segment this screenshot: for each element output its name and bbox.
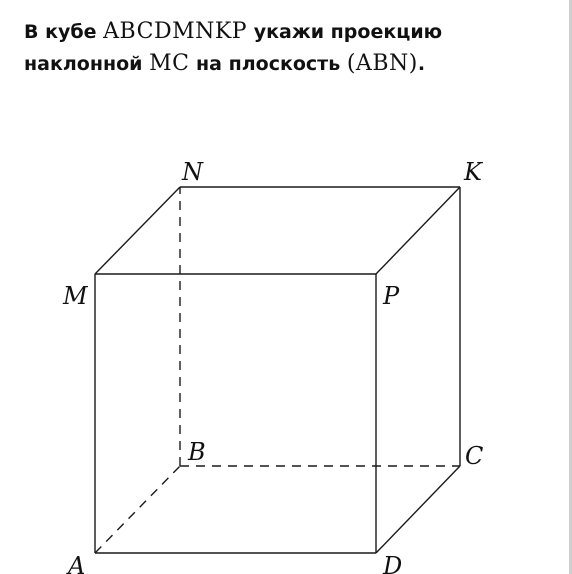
edge-MN [95,187,180,274]
vertex-label-M: M [63,282,88,310]
segment-name: MC [149,51,190,76]
edge-AB-hidden [95,466,180,553]
vertex-label-P: P [383,282,400,310]
plane-name: (ABN) [346,51,418,76]
vertex-label-A: A [68,552,86,574]
problem-text-3: наклонной [24,53,143,75]
cube-name: ABCDMNKP [103,19,248,44]
vertex-label-B: B [188,438,206,466]
problem-period: . [417,53,426,75]
vertex-label-C: C [465,442,484,470]
vertex-label-D: D [383,552,403,574]
vertex-label-N: N [182,158,203,186]
problem-text-1: В кубе [24,21,97,43]
edge-CD [376,466,460,553]
vertex-label-K: K [464,158,482,186]
problem-text-2: укажи проекцию [253,21,443,43]
edge-PK [376,187,460,274]
problem-text-4: на плоскость [196,53,341,75]
